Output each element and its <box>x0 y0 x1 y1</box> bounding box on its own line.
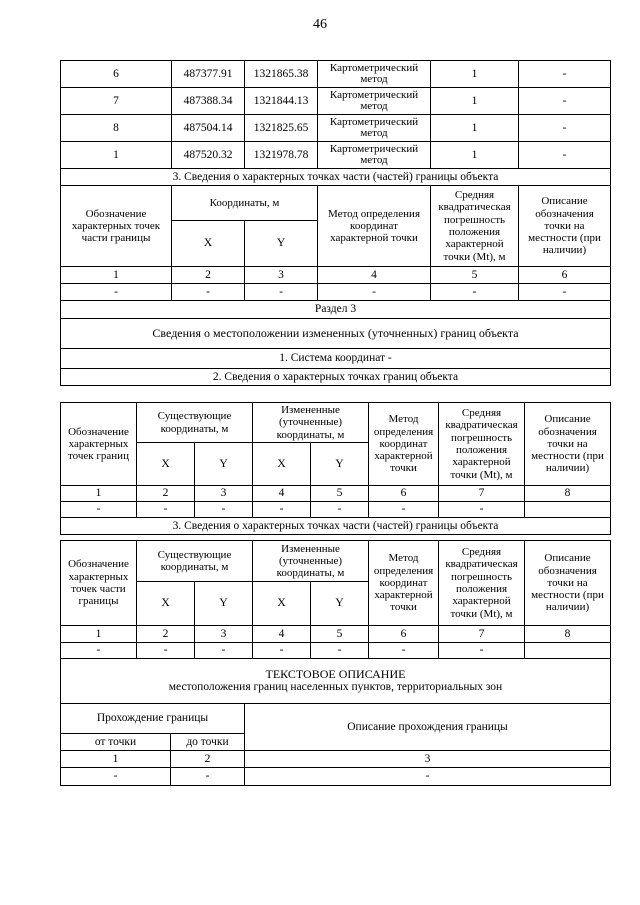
column-number-cell: 7 <box>439 486 525 502</box>
col-x: X <box>253 582 311 626</box>
column-number-cell: 7 <box>439 626 525 643</box>
coord-system-line: 1. Система координат - <box>61 349 611 369</box>
col-accuracy: Средняя квадратическая погрешность положения характерной точки (Mt), м <box>439 403 525 486</box>
col-y: Y <box>245 221 318 267</box>
accuracy-cell: 1 <box>431 88 519 115</box>
value-cell: - <box>311 502 369 518</box>
column-number-cell: 5 <box>311 626 369 643</box>
column-number-cell: 3 <box>245 267 318 284</box>
col-description: Описание обозначения точки на местности (при наличии) <box>519 186 611 267</box>
column-number-cell: 3 <box>245 751 611 768</box>
column-number-cell: 5 <box>311 486 369 502</box>
y-cell: 1321865.38 <box>245 61 318 88</box>
column-number-cell: 3 <box>195 626 253 643</box>
column-number-cell: 2 <box>137 486 195 502</box>
value-cell: - <box>61 284 172 301</box>
column-numbers-row <box>61 267 611 284</box>
part-points-heading: 3. Сведения о характерных точках части (частей) границы объекта <box>61 518 611 535</box>
col-existing-coords: Существующие координаты, м <box>137 403 253 443</box>
point-cell: 7 <box>61 88 172 115</box>
point-cell: 8 <box>61 115 172 142</box>
value-cell <box>525 502 611 518</box>
y-cell: 1321825.65 <box>245 115 318 142</box>
value-cell: - <box>195 643 253 659</box>
value-cell: - <box>519 284 611 301</box>
column-number-cell: 6 <box>369 486 439 502</box>
method-cell: Картометрический метод <box>318 115 431 142</box>
changed-boundary-points-table <box>60 402 611 535</box>
table-row <box>61 768 611 786</box>
col-to-point: до точки <box>171 734 245 751</box>
column-number-cell: 1 <box>61 267 172 284</box>
x-cell: 487520.32 <box>172 142 245 169</box>
value-cell: - <box>253 502 311 518</box>
value-cell: - <box>171 768 245 786</box>
table-row <box>61 502 611 518</box>
table-row <box>61 115 611 142</box>
value-cell: - <box>195 502 253 518</box>
col-y: Y <box>311 582 369 626</box>
col-y: Y <box>195 582 253 626</box>
col-passage: Прохождение границы <box>61 704 245 734</box>
col-designation: Обозначение характерных точек границ <box>61 403 137 486</box>
value-cell: - <box>137 502 195 518</box>
value-cell: - <box>245 284 318 301</box>
column-number-cell: 5 <box>431 267 519 284</box>
method-cell: Картометрический метод <box>318 88 431 115</box>
col-y: Y <box>195 443 253 486</box>
accuracy-cell: 1 <box>431 61 519 88</box>
column-numbers-row <box>61 751 611 768</box>
col-x: X <box>137 582 195 626</box>
column-number-cell: 3 <box>195 486 253 502</box>
col-designation: Обозначение характерных точек части границы <box>61 541 137 626</box>
col-changed-coords: Измененные (уточненные) координаты, м <box>253 541 369 582</box>
text-description-subtitle: местоположения границ населенных пунктов, территориальных зон <box>168 681 503 694</box>
col-description: Описание обозначения точки на местности (при наличии) <box>525 541 611 626</box>
col-method: Метод определения координат характерной точки <box>318 186 431 267</box>
col-method: Метод определения координат характерной точки <box>369 541 439 626</box>
column-number-cell: 1 <box>61 486 137 502</box>
value-cell: - <box>137 643 195 659</box>
value-cell: - <box>369 502 439 518</box>
y-cell: 1321844.13 <box>245 88 318 115</box>
value-cell: - <box>311 643 369 659</box>
column-numbers-row <box>61 626 611 643</box>
col-changed-coords: Измененные (уточненные) координаты, м <box>253 403 369 443</box>
column-number-cell: 2 <box>137 626 195 643</box>
column-numbers-row <box>61 486 611 502</box>
value-cell: - <box>172 284 245 301</box>
column-number-cell: 4 <box>253 486 311 502</box>
accuracy-cell: 1 <box>431 142 519 169</box>
col-x: X <box>137 443 195 486</box>
description-cell: - <box>519 115 611 142</box>
col-coords: Координаты, м <box>172 186 318 221</box>
value-cell: - <box>318 284 431 301</box>
coordinates-table <box>60 60 611 386</box>
value-cell: - <box>245 768 611 786</box>
changed-part-points-table <box>60 540 611 659</box>
text-description-title: ТЕКСТОВОЕ ОПИСАНИЕ <box>265 666 406 681</box>
point-cell: 1 <box>61 142 172 169</box>
column-number-cell: 2 <box>171 751 245 768</box>
col-passage-description: Описание прохождения границы <box>245 704 611 751</box>
accuracy-cell: 1 <box>431 115 519 142</box>
description-cell: - <box>519 88 611 115</box>
section-subtitle: Сведения о местоположении измененных (уточненных) границ объекта <box>61 319 611 349</box>
value-cell <box>525 643 611 659</box>
value-cell: - <box>431 284 519 301</box>
value-cell: - <box>253 643 311 659</box>
boundary-points-heading: 2. Сведения о характерных точках границ объекта <box>61 369 611 386</box>
text-description-table <box>60 658 611 786</box>
col-x: X <box>253 443 311 486</box>
col-accuracy: Средняя квадратическая погрешность положения характерной точки (Mt), м <box>431 186 519 267</box>
x-cell: 487388.34 <box>172 88 245 115</box>
description-cell: - <box>519 61 611 88</box>
value-cell: - <box>61 768 171 786</box>
column-number-cell: 2 <box>172 267 245 284</box>
column-number-cell: 8 <box>525 626 611 643</box>
table-row <box>61 284 611 301</box>
col-from-point: от точки <box>61 734 171 751</box>
col-description: Описание обозначения точки на местности (при наличии) <box>525 403 611 486</box>
value-cell: - <box>61 502 137 518</box>
point-cell: 6 <box>61 61 172 88</box>
column-number-cell: 4 <box>318 267 431 284</box>
value-cell: - <box>61 643 137 659</box>
y-cell: 1321978.78 <box>245 142 318 169</box>
column-number-cell: 8 <box>525 486 611 502</box>
x-cell: 487504.14 <box>172 115 245 142</box>
column-number-cell: 6 <box>519 267 611 284</box>
description-cell: - <box>519 142 611 169</box>
column-number-cell: 4 <box>253 626 311 643</box>
col-designation: Обозначение характерных точек части границы <box>61 186 172 267</box>
page-number: 46 <box>313 17 327 32</box>
value-cell: - <box>439 643 525 659</box>
col-y: Y <box>311 443 369 486</box>
table-row <box>61 61 611 88</box>
method-cell: Картометрический метод <box>318 61 431 88</box>
col-method: Метод определения координат характерной точки <box>369 403 439 486</box>
x-cell: 487377.91 <box>172 61 245 88</box>
col-accuracy: Средняя квадратическая погрешность положения характерной точки (Mt), м <box>439 541 525 626</box>
text-description-heading <box>61 659 611 704</box>
table-row <box>61 142 611 169</box>
column-number-cell: 1 <box>61 751 171 768</box>
part-points-heading: 3. Сведения о характерных точках части (частей) границы объекта <box>61 169 611 186</box>
col-existing-coords: Существующие координаты, м <box>137 541 253 582</box>
table-row <box>61 643 611 659</box>
method-cell: Картометрический метод <box>318 142 431 169</box>
col-x: X <box>172 221 245 267</box>
section-title: Раздел 3 <box>61 301 611 319</box>
value-cell: - <box>369 643 439 659</box>
value-cell: - <box>439 502 525 518</box>
column-number-cell: 1 <box>61 626 137 643</box>
column-number-cell: 6 <box>369 626 439 643</box>
table-row <box>61 88 611 115</box>
